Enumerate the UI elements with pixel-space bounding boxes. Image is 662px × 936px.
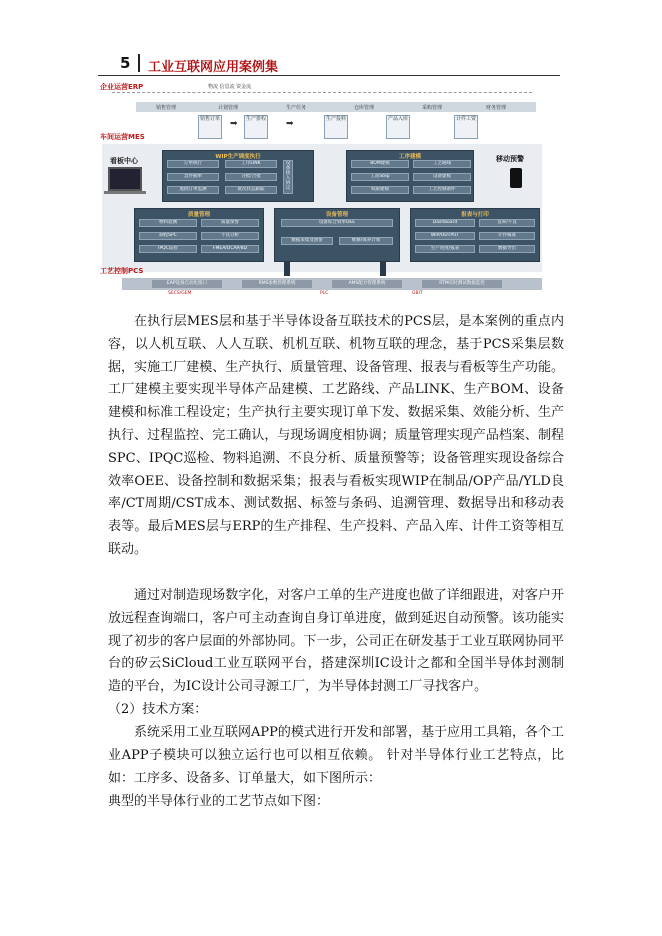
panel-title: 设备管理 — [325, 212, 348, 218]
phone-icon — [510, 168, 522, 188]
panel-cell: Dashboard — [415, 219, 475, 227]
panel-cell: 物料追溯 — [139, 219, 197, 227]
panel-cell: 不良分析 — [201, 232, 259, 240]
header-divider — [138, 54, 140, 72]
pcs-layer-label: 工艺控制PCS — [100, 267, 144, 275]
panel-cell: 良率/不良 — [479, 219, 535, 227]
pcs-bar — [122, 278, 542, 290]
document-icon: 销售订单 — [198, 115, 222, 139]
laptop-icon — [108, 167, 142, 191]
erp-module: 财务管理 — [486, 105, 507, 111]
mes-layer-label: 车间运营MES — [100, 133, 145, 141]
document-icon: 生产投料 — [324, 115, 348, 139]
panel-cell: 工站Step — [351, 173, 409, 181]
panel-cell: IPQC巡检 — [139, 245, 197, 253]
body-paragraph: 通过对制造现场数字化，对客户工单的生产进度也做了详细跟进，对客户开放远程查询端口，客户可主动查询自身订单进度，做到延迟自动预警。该功能实现了初步的客户层面的外部协同。下一步，公司正在研发基于工业互联网协同平台的矽云SiCloud工业互联网平台，搭建深圳IC设计之都和全国半导体封测制造的平台，为IC设计公司寻源工厂，为半导体封测工厂寻找客户。 — [108, 588, 564, 695]
pcs-box: RMS参数管理系统 — [242, 280, 312, 288]
equipment-panel — [274, 208, 400, 262]
panel-title: WIP生产调度执行 — [215, 154, 261, 160]
book-title: 工业互联网应用案例集 — [148, 60, 279, 75]
erp-documents — [168, 113, 528, 137]
pcs-box: EAP设备自动化接口 — [152, 280, 222, 288]
panel-cell: WIP/OUTPUT — [415, 232, 475, 240]
panel-cell: 分批/合批 — [225, 173, 277, 181]
erp-module: 采购管理 — [422, 105, 443, 111]
erp-module: 生产任务 — [286, 105, 307, 111]
panel-cell: 工序LINK — [225, 160, 277, 168]
panel-cell: 工艺控制条件 — [413, 186, 471, 194]
mobile-alert-label: 移动预警 — [496, 155, 524, 163]
arrow-right-icon: ➡ — [286, 119, 294, 129]
panel-cell: 权限建模 — [351, 186, 409, 194]
panel-cell: BOM建模 — [351, 160, 409, 168]
erp-flows: 物流 信息流 资金流 — [208, 84, 252, 90]
document-icon: 产品入库 — [386, 115, 410, 139]
panel-cell: 生产进度/报表 — [415, 245, 475, 253]
panel-cell: 尾批订单监测 — [167, 186, 219, 194]
quality-panel — [134, 208, 264, 262]
header-rule — [98, 75, 560, 76]
panel-cell: FMEA/OCAP/8D — [201, 245, 259, 253]
panel-cell: 设备综合效率OEE — [281, 219, 393, 227]
protocol-label: GBIT — [412, 291, 423, 296]
panel-cell: 批次状态跟踪 — [225, 186, 277, 194]
erp-modules — [136, 102, 536, 112]
panel-cell: 急件插单 — [167, 173, 219, 181]
panel-cell: 订单执行 — [167, 160, 219, 168]
document-icon: 生产排程 — [244, 115, 268, 139]
body-paragraph: 系统采用工业互联网APP的模式进行开发和部署，基于应用工具箱，各个工业APP子模块可以独立运行也可以相互依赖。 针对半导体行业工艺特点，比如：工序多、设备多、订单量大，如下图所示： — [108, 725, 564, 786]
arrow-up-icon — [380, 262, 386, 276]
arrow-right-icon: ➡ — [230, 119, 238, 129]
erp-module: 销售管理 — [156, 105, 177, 111]
body-paragraph: 在执行层MES层和基于半导体设备互联技术的PCS层，是本案例的重点内容，以人机互联、人人互联、机机互联、机物互联的理念，基于PCS采集层数据，实施工厂建模、生产执行、质量管理、设备管理、报表与看板等生产功能。工厂建模主要实现半导体产品建模、工艺路线、产品LINK、生产BOM、设备建模和标准工程设定；生产执行主要实现订单下发、数据采集、效能分析、生产执行、过程监控、完工确认，与现场调度相协调；质量管理实现产品档案、制程SPC、IPQC巡检、物料追溯、不良分析、质量预警等；设备管理实现设备综合效率OEE、设备控制和数据采集；报表与看板实现WIP在制品/OP产品/YLD良率/CT周期/CST成本、测试数据、标签与条码、追溯管理、数据导出和移动表表等。最后MES层与ERP的生产排程、生产投料、产品入库、计件工资等相互联动。 — [108, 314, 564, 557]
protocol-cell: 设备接入协议 — [283, 160, 293, 194]
panel-title: 工序建模 — [398, 154, 421, 160]
panel-cell: 质量预警 — [201, 219, 259, 227]
panel-cell: 设备建模 — [413, 173, 471, 181]
panel-cell: 维修/保养计划 — [339, 237, 393, 245]
page-header — [98, 52, 560, 76]
page-number: 5 — [120, 54, 131, 72]
panel-cell: 数据导出 — [479, 245, 535, 253]
document-icon: 计件工资 — [454, 115, 478, 139]
process-panel — [346, 150, 474, 202]
arrow-down-icon — [284, 262, 290, 276]
pcs-box: RTM实时测试数据监控 — [422, 280, 502, 288]
erp-layer-label: 企业运营ERP — [100, 83, 144, 91]
section-heading: （2）技术方案： — [108, 702, 208, 717]
protocol-label: SECS/GEM — [168, 291, 192, 296]
body-paragraph: 典型的半导体行业的工艺节点如下图： — [108, 794, 330, 809]
panel-cell: 数据采集及预警 — [281, 237, 333, 245]
report-panel — [410, 208, 540, 262]
board-center-label: 看板中心 — [110, 157, 138, 165]
panel-cell: 计件核算 — [479, 232, 535, 240]
panel-cell: 制程SPC — [139, 232, 197, 240]
architecture-diagram — [98, 82, 544, 300]
panel-title: 质量管理 — [187, 212, 210, 218]
erp-module: 仓库管理 — [354, 105, 375, 111]
pcs-box: AMS配方管理系统 — [332, 280, 402, 288]
protocol-label: PLC — [320, 291, 329, 296]
panel-cell: 工艺路线 — [413, 160, 471, 168]
panel-title: 报表与打印 — [461, 212, 489, 218]
erp-module: 计划管理 — [218, 105, 239, 111]
wip-panel — [162, 150, 314, 202]
